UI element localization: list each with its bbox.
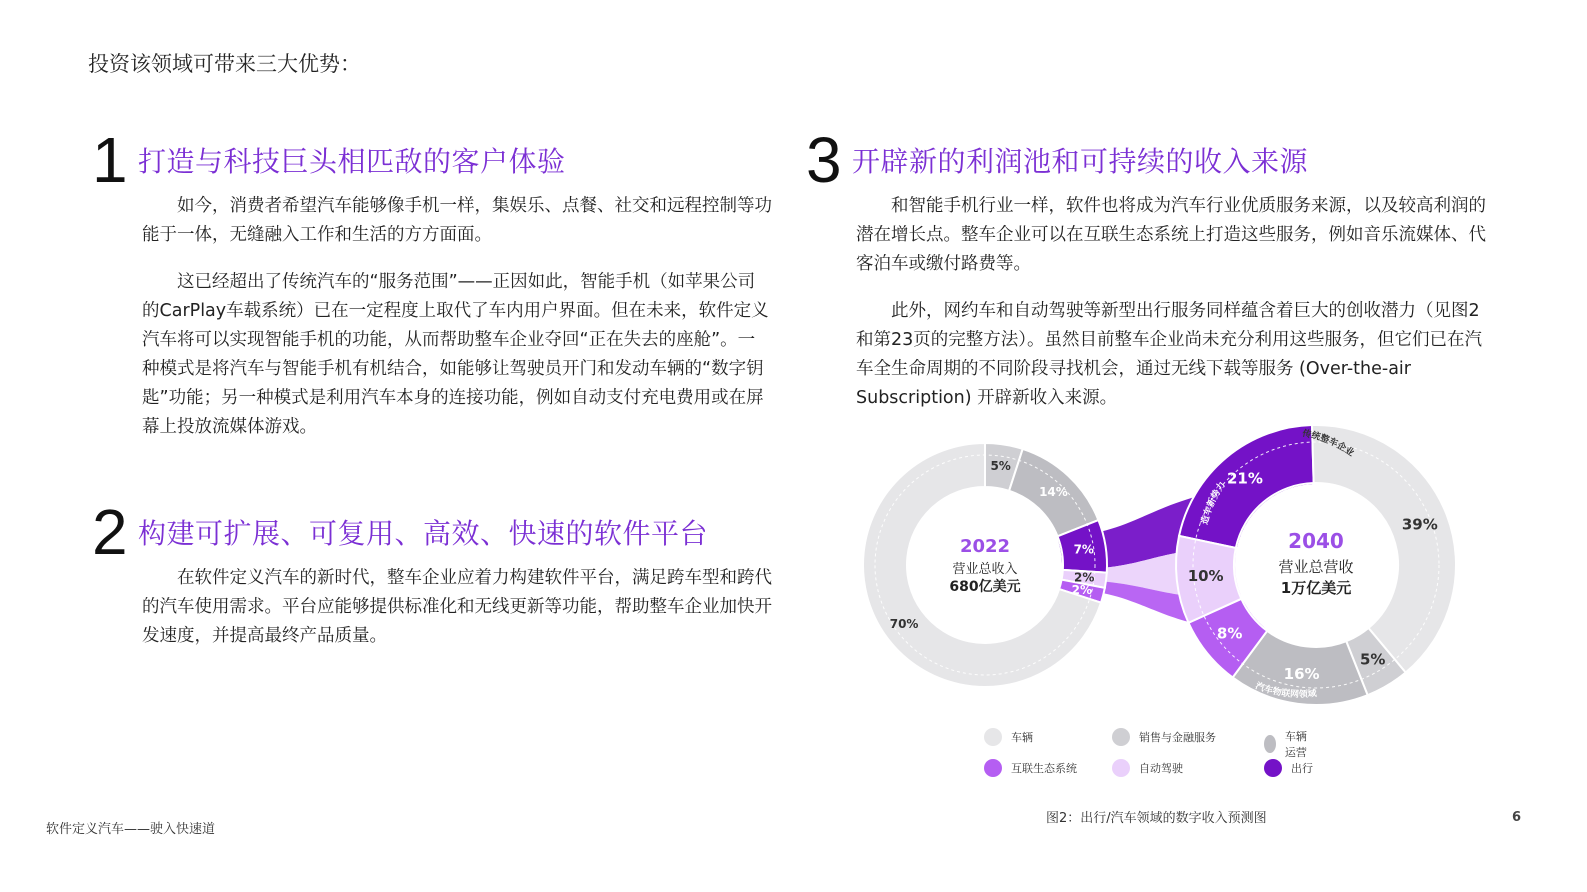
segment-label: 8% — [1216, 624, 1243, 643]
paragraph: 在软件定义汽车的新时代，整车企业应着力构建软件平台，满足跨车型和跨代的汽车使用需求。平台应能够提供标准化和无线更新等功能，帮助整车企业加快开发速度，并提高最终产品质量。 — [142, 568, 772, 646]
legend-label: 出行 — [1291, 762, 1313, 775]
segment-label: 21% — [1226, 469, 1263, 488]
legend-item — [1264, 728, 1314, 760]
arc-label-legacy-oem: 传统整车企业 — [1301, 429, 1356, 459]
segment-label: 70% — [889, 616, 919, 631]
segment-label: 14% — [1039, 485, 1068, 500]
legend-swatch — [1264, 735, 1276, 753]
legend-swatch — [1112, 728, 1130, 746]
total-value-2022: 680亿美元 — [949, 579, 1021, 595]
footer-title: 软件定义汽车——驶入快速道 — [46, 822, 216, 837]
center-label-2022 — [949, 536, 1020, 595]
section-title: 打造与科技巨头相匹敌的客户体验 — [138, 145, 566, 178]
year-2022: 2022 — [959, 536, 1011, 557]
paragraph: 这已经超出了传统汽车的“服务范围”——正因如此，智能手机（如苹果公司的CarPlay车载系统）已在一定程度上取代了车内用户界面。但在未来，软件定义汽车将可以实现智能手机的功能，从而帮助整车企业夺回“正在失去的座舱”。一种模式是将汽车与智能手机有机结合，如能够让驾驶员开门和发动车辆的“数字钥匙”功能；另一种模式是利用汽车本身的连接功能，例如自动支付充电费用或在屏幕上投放流媒体游戏。 — [142, 272, 769, 437]
segment-label: 5% — [1359, 650, 1386, 669]
legend-label: 销售与金融服务 — [1139, 731, 1216, 744]
section-number: 1 — [92, 124, 128, 196]
total-label-2040: 营业总营收 — [1278, 558, 1354, 576]
legend-swatch — [984, 759, 1002, 777]
legend-item — [1264, 759, 1313, 777]
paragraph: 如今，消费者希望汽车能够像手机一样，集娱乐、点餐、社交和远程控制等功能于一体，无缝融入工作和生活的方方面面。 — [142, 196, 772, 245]
legend-item — [984, 759, 1077, 777]
paragraph: 和智能手机行业一样，软件也将成为汽车行业优质服务来源，以及较高利润的潜在增长点。整车企业可以在互联生态系统上打造这些服务，例如音乐流媒体、代客泊车或缴付路费等。 — [856, 196, 1486, 274]
total-label-2022: 营业总收入 — [952, 562, 1018, 577]
segment-label: 7% — [1073, 542, 1094, 557]
section-number: 2 — [92, 496, 128, 568]
legend-swatch — [984, 728, 1002, 746]
arc-label-iot: 汽车物联网领域 — [1253, 681, 1318, 701]
legend-swatch — [1264, 759, 1282, 777]
legend-item — [1112, 728, 1216, 746]
figure-caption: 图2：出行/汽车领域的数字收入预测图 — [1046, 811, 1267, 826]
section-2 — [92, 496, 772, 669]
legend-item — [984, 728, 1033, 746]
arc-label-new-entrants: 造车新势力 — [1200, 480, 1228, 526]
segment-label: 39% — [1401, 515, 1438, 534]
intro-text: 投资该领域可带来三大优势： — [88, 52, 361, 76]
segment-label: 2% — [1071, 582, 1093, 597]
total-value-2040: 1万亿美元 — [1280, 579, 1352, 597]
legend-label: 车辆 — [1011, 731, 1033, 744]
section-1 — [92, 124, 772, 460]
page-number: 6 — [1512, 810, 1522, 825]
segment-label: 2% — [1074, 570, 1095, 585]
paragraph: 此外，网约车和自动驾驶等新型出行服务同样蕴含着巨大的创收潜力（见图2和第23页的完整方法）。虽然目前整车企业尚未充分利用这些服务，但它们已在汽车全生命周期的不同阶段寻找机会，通过无线下载等服务 (Over-the-air Subscription) 开辟新收入来源。 — [856, 301, 1483, 408]
center-label-2040 — [1278, 529, 1353, 597]
revenue-donut-chart — [850, 420, 1470, 710]
year-2040: 2040 — [1288, 529, 1344, 553]
legend-label: 车辆运营 — [1284, 730, 1307, 759]
chart-legend — [984, 728, 1314, 782]
legend-item — [1112, 759, 1183, 777]
section-title: 构建可扩展、可复用、高效、快速的软件平台 — [138, 517, 709, 550]
section-title: 开辟新的利润池和可持续的收入来源 — [852, 145, 1309, 178]
legend-swatch — [1112, 759, 1130, 777]
legend-label: 互联生态系统 — [1011, 762, 1077, 775]
legend-label: 自动驾驶 — [1139, 762, 1183, 775]
section-3 — [806, 124, 1486, 431]
section-number: 3 — [806, 124, 842, 196]
segment-label: 10% — [1187, 566, 1224, 585]
segment-label: 16% — [1283, 665, 1320, 684]
segment-label: 5% — [990, 459, 1011, 474]
